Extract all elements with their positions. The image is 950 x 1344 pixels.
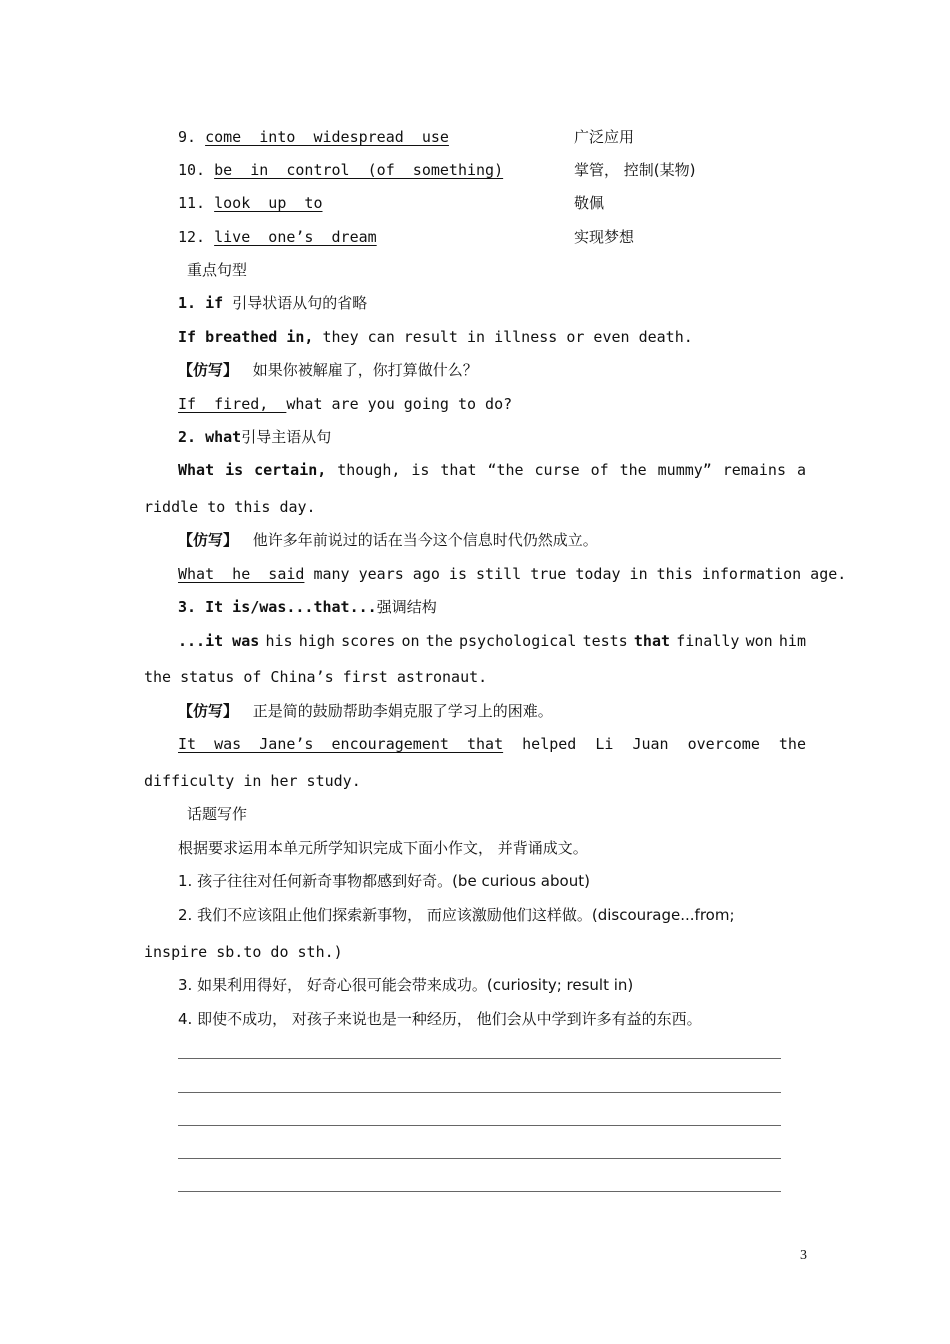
writing-item-2-line2: inspire sb.to do sth.) [144, 943, 343, 961]
imitate-label: 【仿写】 [178, 531, 239, 549]
s3-heading-cn: 强调结构 [376, 598, 437, 616]
s2-heading-cn: 引导主语从句 [241, 428, 332, 446]
imitate-label: 【仿写】 [178, 361, 239, 379]
word: overcome [687, 735, 760, 753]
word: Juan [632, 735, 669, 753]
s2-heading [178, 427, 331, 447]
phrase-en: come into widespread use [205, 128, 449, 146]
s2-imitate-cn: 他许多年前说过的话在当今这个信息时代仍然成立。 [252, 531, 598, 549]
word: though, [337, 461, 401, 479]
word: the [425, 632, 453, 650]
writing-item-2-line1: 2. 我们不应该阻止他们探索新事物， 而应该激励他们这样做。(discourage...from; [178, 906, 735, 924]
s3-answer-underlined: It was Jane’s encouragement that [178, 735, 504, 753]
answer-line[interactable] [178, 1191, 781, 1192]
phrase-12-cn: 实现梦想 [574, 228, 635, 246]
s1-imitate [178, 360, 478, 380]
writing-item-3: 3. 如果利用得好， 好奇心很可能会带来成功。(curiosity; result in) [178, 976, 634, 994]
phrase-12 [178, 227, 377, 247]
phrase-num: 12. [178, 228, 206, 246]
s3-example-line1 [178, 631, 806, 651]
word: high [298, 632, 335, 650]
s2-example-line2: riddle to this day. [144, 498, 316, 516]
phrase-10-cn: 掌管， 控制(某物) [574, 161, 696, 179]
s3-answer-line1 [178, 734, 806, 754]
s2-answer [178, 564, 846, 584]
s3-imitate [178, 701, 553, 721]
s3-answer-line2: difficulty in her study. [144, 772, 361, 790]
s2-imitate [178, 530, 598, 550]
word: psychological [458, 632, 577, 650]
answer-line[interactable] [178, 1158, 781, 1159]
word: a [796, 461, 806, 479]
word: the [619, 461, 647, 479]
word: won [745, 632, 773, 650]
answer-line[interactable] [178, 1125, 781, 1126]
word: is [411, 461, 430, 479]
word: is [225, 461, 244, 479]
word: certain, [254, 461, 327, 479]
word: tests [582, 632, 628, 650]
s3-heading [178, 597, 437, 617]
phrase-num: 9. [178, 128, 197, 146]
s1-heading [178, 293, 367, 313]
phrase-11-cn: 敬佩 [574, 194, 605, 212]
s1-answer [178, 394, 512, 414]
s1-example-rest: they can result in illness or even death. [313, 328, 693, 346]
word: that [440, 461, 477, 479]
word: What [178, 461, 215, 479]
answer-line[interactable] [178, 1092, 781, 1093]
word: that [633, 632, 671, 650]
s1-heading-cn: 引导状语从句的省略 [232, 294, 368, 312]
phrase-en: live one’s dream [214, 228, 377, 246]
word: his [265, 632, 293, 650]
word: helped [522, 735, 577, 753]
word: finally [676, 632, 740, 650]
s2-answer-rest: many years ago is still true today in this information age. [304, 565, 847, 583]
word: curse [534, 461, 580, 479]
phrase-en: be in control (of something) [214, 161, 504, 179]
phrase-9-cn: 广泛应用 [574, 128, 635, 146]
s3-heading-en: 3. It is/was...that... [178, 598, 377, 616]
phrase-en: look up to [214, 194, 323, 212]
section-title-writing: 话题写作 [187, 805, 248, 823]
s1-imitate-cn: 如果你被解雇了，你打算做什么？ [252, 361, 478, 379]
phrase-11 [178, 193, 323, 213]
word: “the [487, 461, 524, 479]
s1-answer-underlined: If fired, [178, 395, 287, 413]
section-title-sentences: 重点句型 [187, 261, 248, 279]
s3-example-line2: the status of China’s first astronaut. [144, 668, 488, 686]
s3-imitate-cn: 正是简的鼓励帮助李娟克服了学习上的困难。 [252, 702, 553, 720]
writing-instructions: 根据要求运用本单元所学知识完成下面小作文， 并背诵成文。 [178, 839, 588, 857]
writing-item-4: 4. 即使不成功， 对孩子来说也是一种经历， 他们会从中学到许多有益的东西。 [178, 1010, 702, 1028]
word: ...it was [178, 632, 260, 650]
page-number: 3 [800, 1248, 807, 1263]
s1-heading-en: 1. if [178, 294, 224, 312]
s2-example-line1 [178, 460, 806, 480]
phrase-9 [178, 127, 449, 147]
s1-example [178, 327, 693, 347]
s2-heading-en: 2. what [178, 428, 242, 446]
s2-answer-underlined: What he said [178, 565, 305, 583]
answer-line[interactable] [178, 1058, 781, 1059]
word: Li [595, 735, 614, 753]
phrase-num: 11. [178, 194, 206, 212]
s1-example-bold: If breathed in, [178, 328, 314, 346]
word: remains [722, 461, 786, 479]
word: of [590, 461, 609, 479]
writing-item-1: 1. 孩子往往对任何新奇事物都感到好奇。(be curious about) [178, 872, 590, 890]
word: him [778, 632, 806, 650]
word: scores [341, 632, 396, 650]
word: mummy” [657, 461, 712, 479]
word: on [401, 632, 420, 650]
word: the [778, 735, 806, 753]
phrase-10 [178, 160, 503, 180]
imitate-label: 【仿写】 [178, 702, 239, 720]
phrase-num: 10. [178, 161, 206, 179]
s1-answer-rest: what are you going to do? [286, 395, 513, 413]
